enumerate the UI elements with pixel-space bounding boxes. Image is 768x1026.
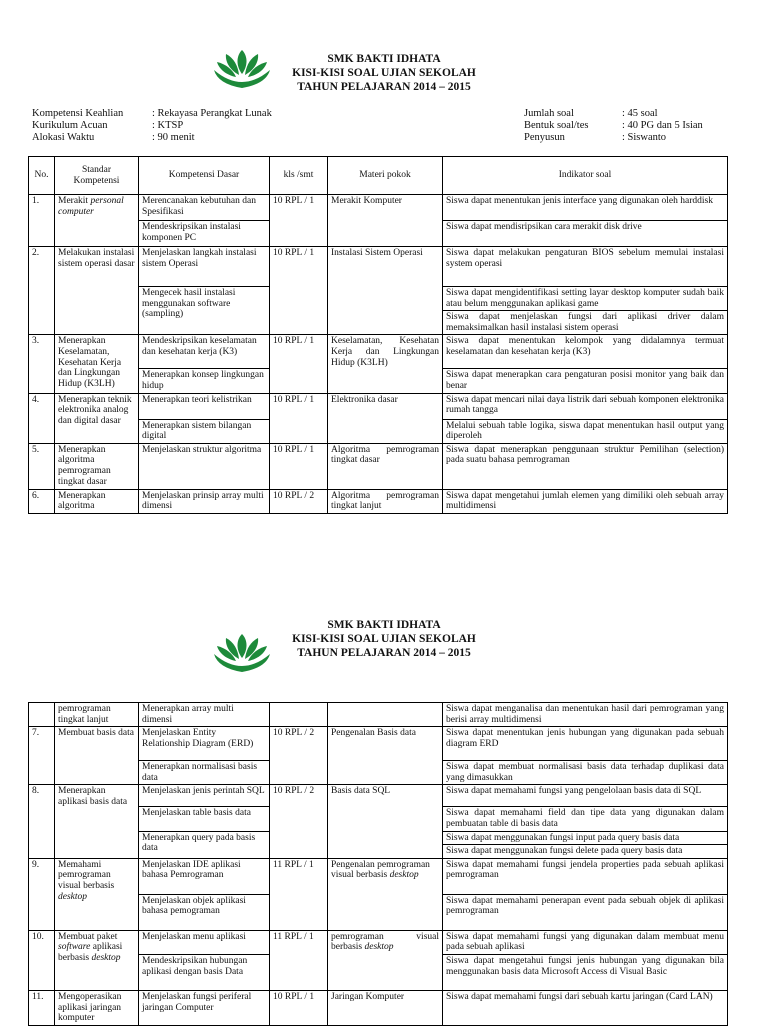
sk-italic: software <box>58 942 91 953</box>
kls-smt: 10 RPL / 1 <box>270 247 328 335</box>
standar-kompetensi: Menerapkan algoritma pemrograman tingkat dasar <box>55 443 139 489</box>
materi-italic: desktop <box>389 870 419 881</box>
materi-italic: desktop <box>364 942 394 953</box>
meta-label: Bentuk soal/tes <box>524 120 589 131</box>
materi-text: pemrograman visual berbasis <box>331 931 439 953</box>
kisi-kisi-table-page-2 <box>28 702 728 1026</box>
academic-year: TAHUN PELAJARAN 2014 – 2015 <box>297 81 471 93</box>
kompetensi-dasar: Menjelaskan menu aplikasi <box>139 930 270 954</box>
indikator: Siswa dapat mengetahui fungsi jenis hubungan yang digunakan bila menggunakan basis data Microsoft Access di Visual Basic <box>443 954 728 990</box>
sk-italic: personal computer <box>58 196 124 217</box>
kompetensi-dasar: Menerapkan sistem bilangan digital <box>139 419 270 443</box>
meta-value: : Siswanto <box>622 132 667 143</box>
materi-pokok: Pengenalan Basis data <box>328 727 443 785</box>
indikator: Siswa dapat memahami penerapan event pada sebuah objek di aplikasi pemrograman <box>443 894 728 930</box>
meta-label: Penyusun <box>524 132 565 143</box>
meta-value: : 90 menit <box>152 132 195 143</box>
indikator: Siswa dapat menerapkan cara pengaturan posisi monitor yang baik dan benar <box>443 369 728 393</box>
materi-text: Pengenalan pemrograman visual berbasis <box>331 859 430 881</box>
kompetensi-dasar: Menerapkan query pada basis data <box>139 831 270 858</box>
school-name: SMK BAKTI IDHATA <box>327 53 441 65</box>
kls-smt <box>270 703 328 727</box>
kompetensi-dasar: Menjelaskan jenis perintah SQL <box>139 785 270 807</box>
materi-pokok: Jaringan Komputer <box>328 990 443 1025</box>
indikator: Siswa dapat mengidentifikasi setting layar desktop komputer sudah baik atau belum menggunakan aplikasi game <box>443 287 728 311</box>
meta-value: : KTSP <box>152 120 184 131</box>
kisi-kisi-table-page-1 <box>28 156 728 514</box>
kompetensi-dasar: Merencanakan kebutuhan dan Spesifikasi <box>139 195 270 221</box>
kls-smt: 10 RPL / 1 <box>270 443 328 489</box>
sk-text: Merakit <box>58 196 91 206</box>
academic-year: TAHUN PELAJARAN 2014 – 2015 <box>297 647 471 659</box>
indikator: Siswa dapat memahami fungsi yang digunakan dalam membuat menu pada sebuah aplikasi <box>443 930 728 954</box>
indikator: Siswa dapat menentukan kelompok yang didalamnya termuat keselamatan dan kesehatan kerja (K3) <box>443 335 728 369</box>
sk-italic: desktop <box>91 952 121 963</box>
row-no: 5. <box>29 443 55 489</box>
materi-pokok: Instalasi Sistem Operasi <box>328 247 443 335</box>
indikator: Siswa dapat menentukan jenis interface yang digunakan oleh harddisk <box>443 195 728 221</box>
kompetensi-dasar: Menjelaskan table basis data <box>139 807 270 831</box>
materi-pokok: Merakit Komputer <box>328 195 443 247</box>
school-name: SMK BAKTI IDHATA <box>327 619 441 631</box>
kompetensi-dasar: Menerapkan konsep lingkungan hidup <box>139 369 270 393</box>
indikator: Siswa dapat memahami field dan tipe data yang digunakan dalam pembuatan table di basis data <box>443 807 728 831</box>
materi-pokok: Algoritma pemrograman tingkat dasar <box>328 443 443 489</box>
row-no: 2. <box>29 247 55 335</box>
row-no: 1. <box>29 195 55 247</box>
indikator: Siswa dapat menerapkan penggunaan struktur Pemilihan (selection) pada suatu bahasa pemrograman <box>443 443 728 489</box>
indikator: Melalui sebuah table logika, siswa dapat menentukan hasil output yang diperoleh <box>443 419 728 443</box>
col-kompetensi-dasar: Kompetensi Dasar <box>139 157 270 195</box>
meta-label: Jumlah soal <box>524 108 574 119</box>
indikator: Siswa dapat mendisripsikan cara merakit disk drive <box>443 221 728 247</box>
materi-pokok <box>328 858 443 930</box>
kompetensi-dasar: Mendeskripsikan hubungan aplikasi dengan basis Data <box>139 954 270 990</box>
kompetensi-dasar: Menerapkan array multi dimensi <box>139 703 270 727</box>
kompetensi-dasar: Menjelaskan langkah instalasi sistem Operasi <box>139 247 270 287</box>
indikator: Siswa dapat menggunakan fungsi input pada query basis data <box>443 831 728 845</box>
sk-text: Memahami pemrograman visual berbasis <box>58 859 115 891</box>
materi-pokok <box>328 930 443 990</box>
kompetensi-dasar: Menjelaskan fungsi periferal jaringan Computer <box>139 990 270 1025</box>
kls-smt: 10 RPL / 2 <box>270 785 328 858</box>
row-no: 8. <box>29 785 55 858</box>
standar-kompetensi: Menerapkan Keselamatan, Kesehatan Kerja dan Lingkungan Hidup (K3LH) <box>55 335 139 393</box>
meta-right <box>524 108 703 144</box>
kls-smt: 10 RPL / 1 <box>270 393 328 443</box>
standar-kompetensi <box>55 858 139 930</box>
standar-kompetensi: pemrograman tingkat lanjut <box>55 703 139 727</box>
kompetensi-dasar: Menjelaskan objek aplikasi bahasa pemograman <box>139 894 270 930</box>
materi-pokok: Algoritma pemrograman tingkat lanjut <box>328 489 443 513</box>
materi-pokok: Elektronika dasar <box>328 393 443 443</box>
kls-smt: 10 RPL / 1 <box>270 335 328 393</box>
indikator: Siswa dapat menentukan jenis hubungan yang digunakan pada sebuah diagram ERD <box>443 727 728 761</box>
standar-kompetensi: Menerapkan aplikasi basis data <box>55 785 139 858</box>
col-standar-kompetensi: Standar Kompetensi <box>55 157 139 195</box>
indikator: Siswa dapat mencari nilai daya listrik dari sebuah komponen elektronika rumah tangga <box>443 393 728 419</box>
row-no: 9. <box>29 858 55 930</box>
indikator: Siswa dapat memahami fungsi jendela properties pada sebuah aplikasi pemrograman <box>443 858 728 894</box>
sk-text: aplikasi berbasis <box>58 942 123 963</box>
row-no <box>29 703 55 727</box>
indikator: Siswa dapat memahami fungsi yang pengelolaan basis data di SQL <box>443 785 728 807</box>
kls-smt: 10 RPL / 2 <box>270 489 328 513</box>
col-indikator-soal: Indikator soal <box>443 157 728 195</box>
standar-kompetensi: Menerapkan teknik elektronika analog dan digital dasar <box>55 393 139 443</box>
meta-label: Alokasi Waktu <box>32 132 95 143</box>
standar-kompetensi <box>55 195 139 247</box>
meta-value: : 40 PG dan 5 Isian <box>622 120 703 131</box>
standar-kompetensi: Melakukan instalasi sistem operasi dasar <box>55 247 139 335</box>
indikator: Siswa dapat membuat normalisasi basis data terhadap duplikasi data yang dimasukkan <box>443 761 728 785</box>
materi-pokok: Keselamatan, Kesehatan Kerja dan Lingkungan Hidup (K3LH) <box>328 335 443 393</box>
kls-smt: 11 RPL / 1 <box>270 930 328 990</box>
kompetensi-dasar: Menjelaskan struktur algoritma <box>139 443 270 489</box>
row-no: 4. <box>29 393 55 443</box>
materi-pokok <box>328 703 443 727</box>
document-title: KISI-KISI SOAL UJIAN SEKOLAH <box>292 633 476 645</box>
kompetensi-dasar: Menerapkan teori kelistrikan <box>139 393 270 419</box>
standar-kompetensi <box>55 930 139 990</box>
meta-value: : 45 soal <box>622 108 658 119</box>
kompetensi-dasar: Menjelaskan Entity Relationship Diagram (ERD) <box>139 727 270 761</box>
standar-kompetensi: Menerapkan algoritma <box>55 489 139 513</box>
indikator: Siswa dapat mengetahui jumlah elemen yang dimiliki oleh sebuah array multidimensi <box>443 489 728 513</box>
kls-smt: 10 RPL / 2 <box>270 727 328 785</box>
meta-label: Kurikulum Acuan <box>32 120 108 131</box>
materi-pokok: Basis data SQL <box>328 785 443 858</box>
kompetensi-dasar: Menjelaskan prinsip array multi dimensi <box>139 489 270 513</box>
meta-value: : Rekayasa Perangkat Lunak <box>152 108 272 119</box>
col-no: No. <box>29 157 55 195</box>
sk-italic: desktop <box>58 891 88 902</box>
col-kls-smt: kls /smt <box>270 157 328 195</box>
standar-kompetensi: Membuat basis data <box>55 727 139 785</box>
kls-smt: 10 RPL / 1 <box>270 195 328 247</box>
kompetensi-dasar: Menjelaskan IDE aplikasi bahasa Pemrograman <box>139 858 270 894</box>
sk-text: Membuat paket <box>58 931 118 942</box>
meta-label: Kompetensi Keahlian <box>32 108 124 119</box>
indikator: Siswa dapat melakukan pengaturan BIOS sebelum memulai instalasi system operasi <box>443 247 728 287</box>
row-no: 10. <box>29 930 55 990</box>
indikator: Siswa dapat menganalisa dan menentukan hasil dari pemrograman yang berisi array multidimensi <box>443 703 728 727</box>
row-no: 7. <box>29 727 55 785</box>
kompetensi-dasar: Mengecek hasil instalasi menggunakan software (sampling) <box>139 287 270 335</box>
row-no: 11. <box>29 990 55 1025</box>
document-title: KISI-KISI SOAL UJIAN SEKOLAH <box>292 67 476 79</box>
row-no: 3. <box>29 335 55 393</box>
kompetensi-dasar: Menerapkan normalisasi basis data <box>139 761 270 785</box>
col-materi-pokok: Materi pokok <box>328 157 443 195</box>
kompetensi-dasar: Mendeskripsikan instalasi komponen PC <box>139 221 270 247</box>
kls-smt: 10 RPL / 1 <box>270 990 328 1025</box>
indikator: Siswa dapat memahami fungsi dari sebuah kartu jaringan (Card LAN) <box>443 990 728 1025</box>
standar-kompetensi: Mengoperasikan aplikasi jaringan komputer <box>55 990 139 1025</box>
indikator: Siswa dapat menjelaskan fungsi dari aplikasi driver dalam memaksimalkan hasil instalasi sistem operasi <box>443 311 728 335</box>
row-no: 6. <box>29 489 55 513</box>
meta-left <box>32 108 272 144</box>
kompetensi-dasar: Mendeskripsikan keselamatan dan kesehatan kerja (K3) <box>139 335 270 369</box>
indikator: Siswa dapat menggunakan fungsi delete pada query basis data <box>443 845 728 859</box>
kls-smt: 11 RPL / 1 <box>270 858 328 930</box>
